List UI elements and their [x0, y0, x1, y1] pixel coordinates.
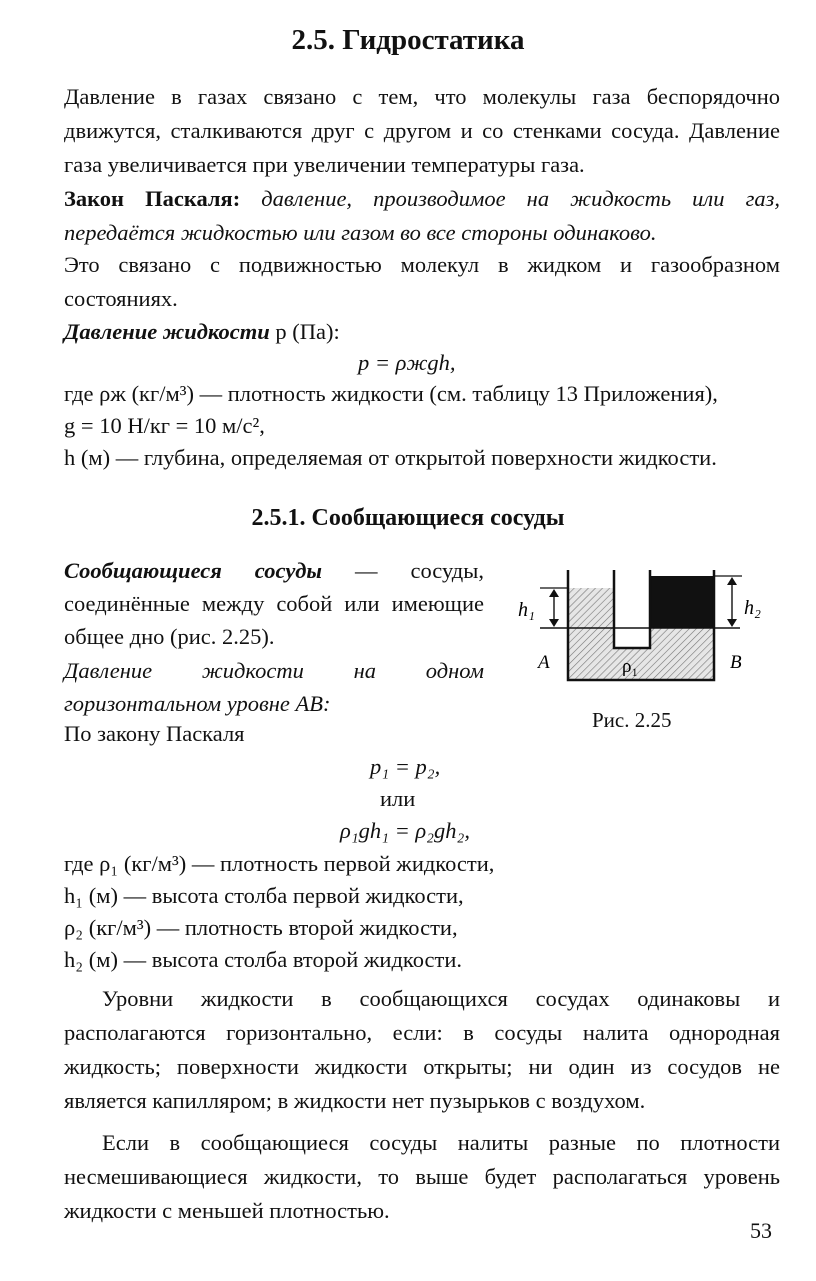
subsection-title: 2.5.1. Сообщающиеся сосуды: [251, 505, 565, 531]
def-h: h (м) — глубина, определяемая от открытой поверхности жидкости.: [64, 445, 717, 470]
def-g: g = 10 Н/кг = 10 м/с²,: [64, 413, 265, 438]
figure-caption: Рис. 2.25: [592, 708, 672, 732]
intro-paragraph: Давление в газах связано с тем, что молекулы газа беспорядочно движутся, сталкиваются друг с другом и со стенками сосуда. Давление газа увеличивается при увеличении температуры газа.: [64, 84, 780, 177]
pressure-formula: p = ρжgh,: [358, 350, 456, 375]
vessels-def: — сосуды, соединённые между собой или имеющие общее дно (рис. 2.25).: [64, 558, 484, 649]
or-word: или: [380, 786, 416, 811]
liquid-pressure-unit: p (Па):: [269, 319, 340, 344]
def-rho2: ρ₂ (кг/м³) — плотность второй жидкости,: [64, 915, 458, 940]
liquid-pressure-line: [64, 316, 340, 348]
def-h2: h₂ (м) — высота столба второй жидкости.: [64, 947, 462, 972]
density-paragraph: Если в сообщающиеся сосуды налиты разные по плотности несмешивающиеся жидкости, то выше будет располагаться уровень жидкости с меньшей плотностью.: [64, 1130, 780, 1223]
label-b: B: [730, 652, 742, 673]
def-rho1: где ρ₁ (кг/м³) — плотность первой жидкости,: [64, 851, 495, 876]
page-number: 53: [750, 1218, 772, 1243]
pascal-law-label: Закон Паскаля:: [64, 186, 241, 211]
p-equality-formula: p₁ = p₂,: [370, 754, 441, 779]
liquid-pressure-label: Давление жидкости: [64, 319, 270, 344]
by-pascal: По закону Паскаля: [64, 721, 245, 746]
label-h2: h₂: [744, 597, 761, 619]
def-h1: h₁ (м) — высота столба первой жидкости,: [64, 883, 464, 908]
def-rho: где ρж (кг/м³) — плотность жидкости (см. таблицу 13 Приложения),: [64, 381, 718, 406]
levels-paragraph: Уровни жидкости в сообщающихся сосудах одинаковы и располагаются горизонтально, если: в сосуды налита однородная жидкость; поверхности жидкости открыты; ни один из сосудов не является капилляром; в жидкости нет пузырьков с воздухом.: [64, 986, 780, 1113]
vessels-definition: [64, 554, 484, 653]
rho-equality-formula: ρ₁gh₁ = ρ₂gh₂,: [340, 818, 470, 843]
liquid-rho2: [650, 576, 714, 628]
pascal-law-paragraph: [64, 182, 780, 250]
level-text: Давление жидкости на одном горизонтальном уровне AB:: [64, 658, 484, 716]
vessels-term: Сообщающиеся сосуды: [64, 558, 323, 583]
label-rho1: ρ₁: [622, 656, 639, 677]
pascal-law-text: давление, производимое на жидкость или газ, передаётся жидкостью или газом во все стороны одинаково.: [64, 186, 780, 245]
section-title: 2.5. Гидростатика: [291, 24, 525, 56]
label-h1: h₁: [518, 599, 535, 621]
mobility-paragraph: Это связано с подвижностью молекул в жидком и газообразном состояниях.: [64, 252, 780, 311]
label-a: A: [538, 652, 550, 673]
communicating-vessels-figure: [510, 560, 770, 700]
